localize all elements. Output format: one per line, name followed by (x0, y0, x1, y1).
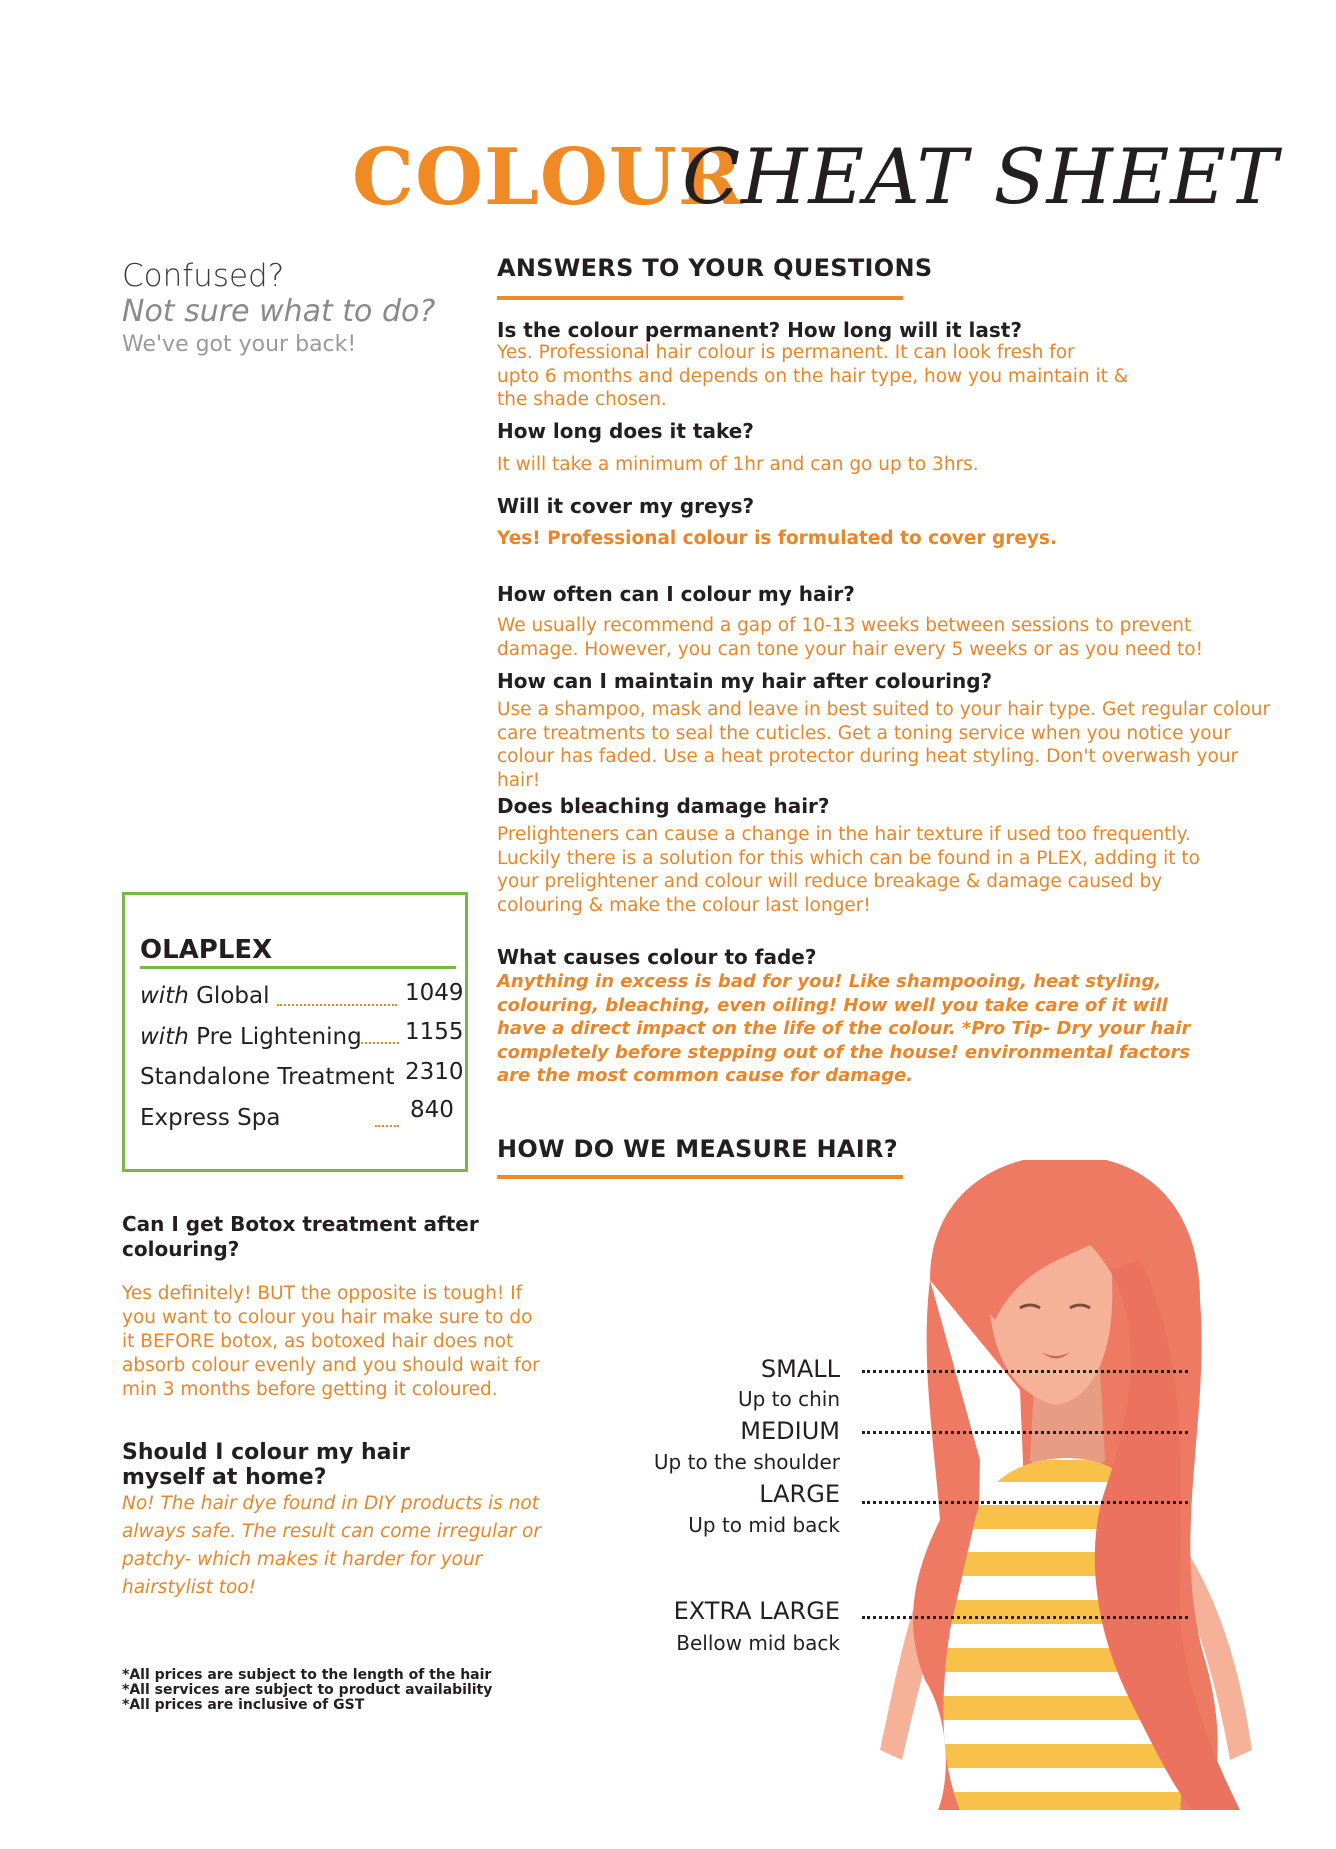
measure-heading: HOW DO WE MEASURE HAIR? (497, 1135, 898, 1163)
measure-xl-line (862, 1616, 1188, 1619)
page-title (0, 110, 1336, 223)
measure-large-desc: Up to mid back (688, 1513, 840, 1537)
olaplex-row-global: with Global (140, 983, 270, 1009)
answer-fade: Anything in excess is bad for you! Like shampooing, heat styling, colouring, bleaching, even oiling! How well you take care of it will have a direct impact on the life of the colour. *Pro Tip- Dry your hair completely before stepping out of the house! environmental factors are the most common cause for damage. (497, 971, 1191, 1086)
title-colour: COLOUR (352, 132, 744, 223)
footnotes: *All prices are subject to the length of the hair *All services are subject to product availability *All prices are inclusive of GST (122, 1667, 493, 1713)
price-global: 1049 (405, 980, 464, 1006)
measure-large-line (862, 1501, 1188, 1504)
question-how-long: How long does it take? (497, 419, 754, 443)
leader-dots (277, 1004, 397, 1006)
measure-medium-desc: Up to the shoulder (653, 1450, 840, 1474)
measure-small-desc: Up to chin (737, 1387, 840, 1411)
answer-how-often: We usually recommend a gap of 10-13 weeks between sessions to prevent damage. However, you can tone your hair every 5 weeks or as you need to! (497, 615, 1204, 660)
answer-how-long: It will take a minimum of 1hr and can go up to 3hrs. (497, 454, 979, 475)
measure-medium-label: MEDIUM (740, 1417, 840, 1445)
measure-xl-label: EXTRA LARGE (673, 1597, 840, 1625)
measure-small-label: SMALL (760, 1355, 840, 1383)
answer-bleaching: Prelighteners can cause a change in the hair texture if used too frequently. Luckily there is a solution for this which can be found in a PLEX, adding it to your prelightener and colour will reduce breakage & damage caused by colouring & make the colour last longer! (497, 824, 1200, 916)
intro-line-2: Not sure what to do? (122, 294, 436, 329)
answer-diy: No! The hair dye found in DIY products is not always safe. The result can come irregular or patchy- which makes it harder for your hairstylist too! (122, 1493, 541, 1598)
price-standalone: 2310 (405, 1059, 464, 1085)
leader-dots (361, 1042, 399, 1044)
answer-botox: Yes definitely! BUT the opposite is tough! If you want to colour you hair make sure to do it BEFORE botox, as botoxed hair does not absorb colour evenly and you should wait for min 3 months before getting it coloured. (122, 1283, 540, 1400)
answer-greys: Yes! Professional colour is formulated to cover greys. (497, 528, 1057, 549)
olaplex-title: OLAPLEX (140, 935, 273, 965)
olaplex-row-pre-lightening: with Pre Lightening (140, 1024, 362, 1050)
measure-small-line (862, 1370, 1188, 1373)
answers-heading: ANSWERS TO YOUR QUESTIONS (497, 254, 933, 282)
olaplex-title-rule (140, 966, 456, 969)
question-fade: What causes colour to fade? (497, 945, 817, 969)
answers-heading-rule (497, 296, 903, 300)
question-maintain: How can I maintain my hair after colouring? (497, 669, 993, 693)
question-how-often: How often can I colour my hair? (497, 582, 855, 606)
question-diy: Should I colour my hair myself at home? (122, 1440, 410, 1490)
measure-heading-rule (497, 1175, 903, 1179)
question-bleaching: Does bleaching damage hair? (497, 794, 830, 818)
answer-permanent: Yes. Professional hair colour is permanent. It can look fresh for upto 6 months and depends on the hair type, how you maintain it & the shade chosen. (497, 342, 1129, 410)
price-pre-lightening: 1155 (405, 1019, 464, 1045)
title-cheat-sheet: CHEAT SHEET (682, 132, 1279, 221)
question-greys: Will it cover my greys? (497, 494, 755, 518)
olaplex-row-express-spa: Express Spa (140, 1105, 281, 1131)
woman-illustration (880, 1160, 1300, 1810)
intro-line-1: Confused? (122, 258, 285, 294)
price-express-spa: 840 (410, 1097, 454, 1123)
measure-large-label: LARGE (759, 1480, 840, 1508)
question-botox: Can I get Botox treatment after colouring? (122, 1212, 479, 1261)
question-permanent: Is the colour permanent? How long will it last? (497, 318, 1022, 342)
measure-xl-desc: Bellow mid back (676, 1631, 840, 1655)
intro-line-3: We've got your back! (122, 332, 357, 357)
answer-maintain: Use a shampoo, mask and leave in best suited to your hair type. Get regular colour care treatments to seal the cuticles. Get a toning service when you notice your colour has faded. Use a heat protector during heat styling. Don't overwash your hair! (497, 699, 1271, 791)
olaplex-row-standalone: Standalone Treatment (140, 1064, 395, 1090)
measure-medium-line (862, 1431, 1188, 1434)
olaplex-price-box (122, 892, 468, 1172)
leader-dots (375, 1125, 399, 1127)
